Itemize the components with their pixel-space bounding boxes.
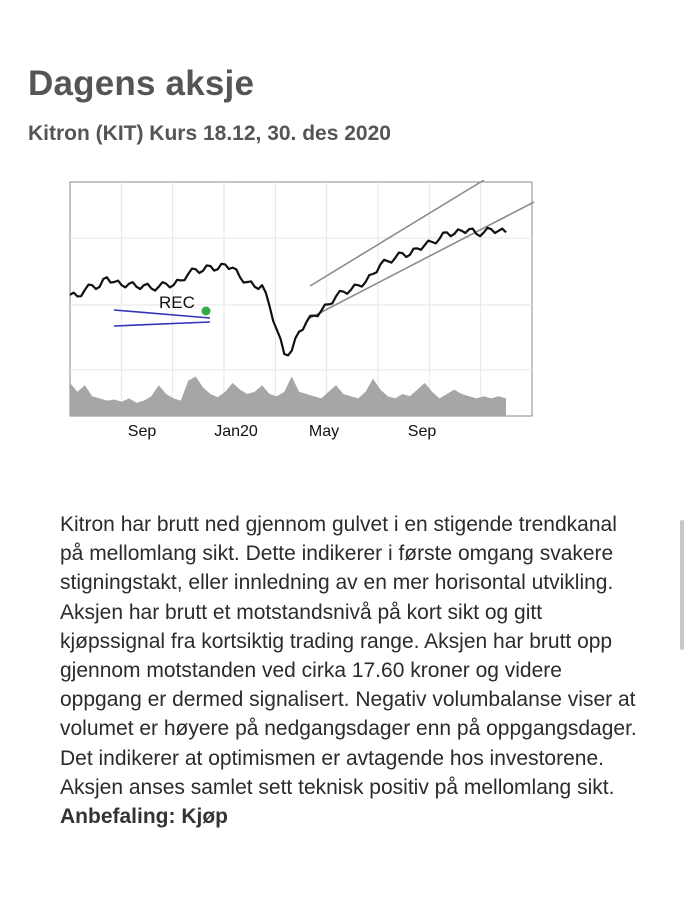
scrollbar[interactable] <box>680 520 684 650</box>
page-title: Dagens aksje <box>28 64 255 103</box>
x-tick-label: Sep <box>407 423 437 440</box>
chart-svg <box>66 180 536 442</box>
recommendation: Anbefaling: Kjøp <box>60 805 228 829</box>
article-body <box>60 510 645 831</box>
stock-chart <box>66 180 536 442</box>
x-tick-label: Sep <box>127 423 157 440</box>
x-tick-label: Jan20 <box>214 423 258 440</box>
rec-annotation: REC <box>159 293 195 312</box>
buy-signal-dot <box>202 307 211 316</box>
article-text: Kitron har brutt ned gjennom gulvet i en stigende trendkanal på mellomlang sikt. Dette indikerer i første omgang svakere stigningstakt, eller innledning av en mer horisontal utvikling. Aksjen har brutt et motstandsnivå på kort sikt og gitt kjøpssignal fra kortsiktig trading range. Aksjen har brutt opp gjennom motstanden ved cirka 17.60 kroner og videre oppgang er dermed signalisert. Negativ volumbalanse viser at volumet er høyere på nedgangsdager enn på oppgangsdager. Det indikerer at optimismen er avtagende hos investorene. Aksjen anses samlet sett teknisk positiv på mellomlang sikt. <box>60 513 637 799</box>
chart-plot-area <box>70 182 532 416</box>
x-tick-label: May <box>308 423 340 440</box>
x-axis-ticks <box>128 423 437 440</box>
stock-subtitle: Kitron (KIT) Kurs 18.12, 30. des 2020 <box>28 122 391 145</box>
